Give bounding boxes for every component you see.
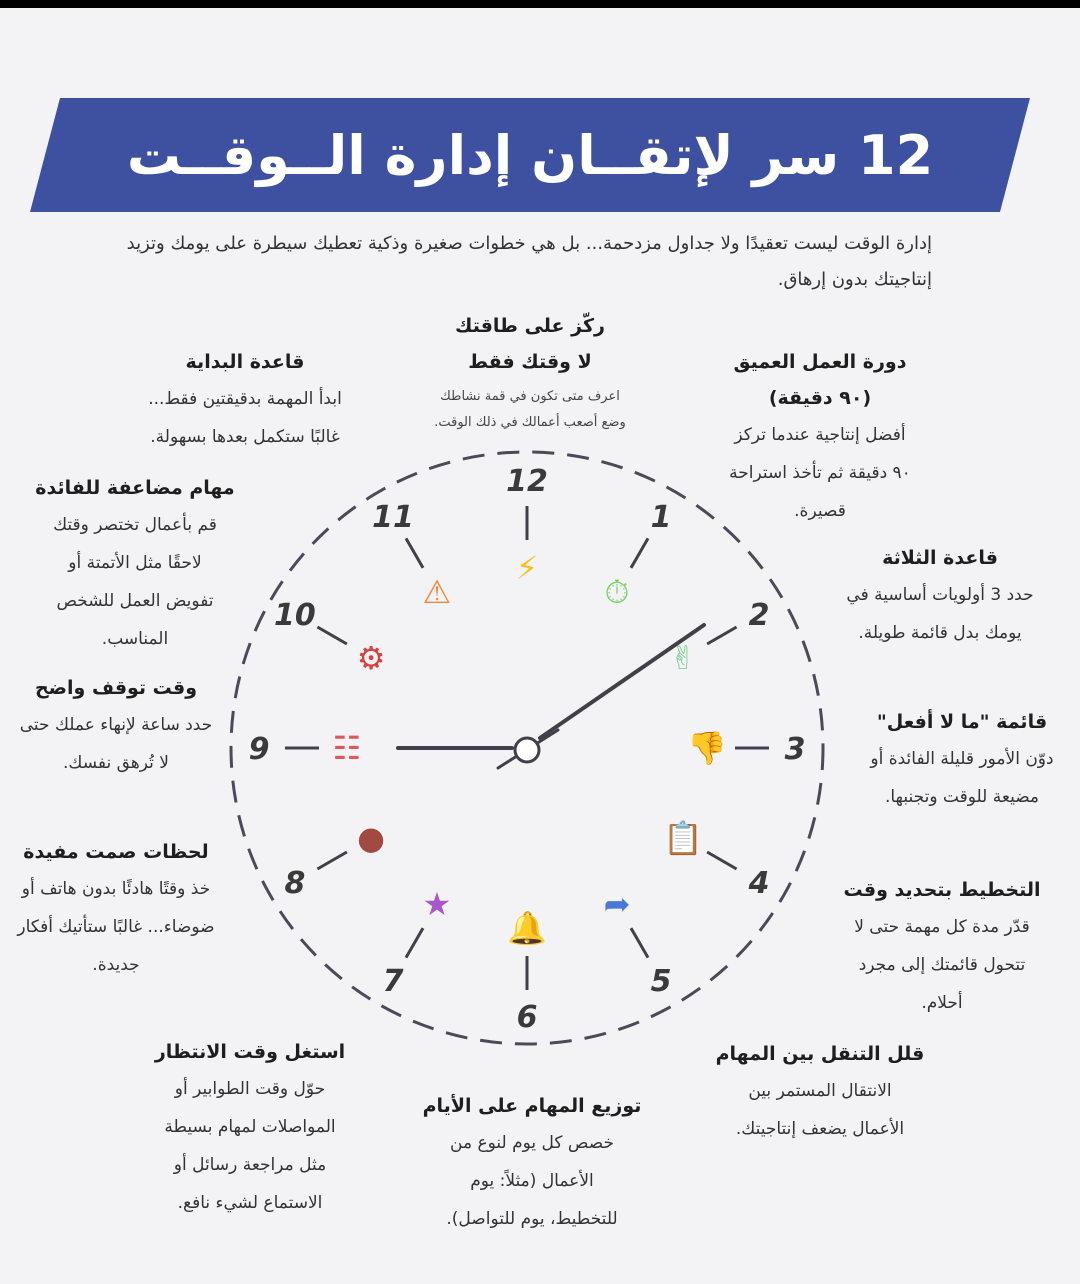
tip-1-title-2: (٩٠ دقيقة) [768, 387, 872, 409]
tip-12 [395, 308, 665, 436]
tip-3-line-1: دوّن الأمور قليلة الفائدة أو [870, 749, 1054, 769]
tip-11 [120, 344, 370, 456]
tip-9-line-2: لا تُرهق نفسك. [63, 753, 169, 773]
brain-icon: ● [357, 819, 386, 857]
tip-4-line-2: تتحول قائمتك إلى مجرد [858, 955, 1026, 975]
tip-8 [0, 834, 232, 984]
tip-12-title-2: لا وقتك فقط [468, 351, 592, 373]
clock-number-10: 10 [274, 598, 316, 633]
tip-6-line-1: خصص كل يوم لنوع من [450, 1133, 614, 1153]
clock-number-7: 7 [382, 964, 404, 1000]
clock-number-3: 3 [784, 732, 806, 767]
tip-1-line-3: قصيرة. [794, 501, 846, 521]
tip-9 [0, 670, 232, 782]
tip-4-line-3: أحلام. [921, 993, 963, 1013]
tip-7-line-1: حوّل وقت الطوابير أو [174, 1079, 326, 1099]
lightning-icon: ⚡ [515, 549, 539, 587]
tip-5-line-1: الانتقال المستمر بين [748, 1081, 892, 1101]
clock-tick-5 [631, 928, 648, 957]
tip-6 [412, 1088, 652, 1238]
clock-number-9: 9 [248, 732, 270, 767]
gear-icon: ⚙ [356, 639, 386, 677]
warning-icon: ⚠ [422, 573, 452, 612]
tip-9-line-1: حدد ساعة لإنهاء عملك حتى [19, 715, 213, 735]
tip-3-line-2: مضيعة للوقت وتجنبها. [884, 787, 1040, 807]
tip-10-line-1: قم بأعمال تختصر وقتك [53, 515, 217, 535]
tip-12-line-2: وضع أصعب أعمالك في ذلك الوقت. [434, 415, 626, 430]
tip-10-line-4: المناسب. [101, 629, 169, 649]
timer-icon: ⏱ [604, 573, 630, 612]
clock-number-12: 12 [506, 464, 548, 499]
clock-number-1: 1 [650, 499, 672, 535]
clock-number-6: 6 [516, 1000, 538, 1035]
tip-2 [820, 540, 1060, 652]
clock-tick-2 [707, 627, 736, 644]
clipboard-check-icon: 📋 [662, 819, 703, 857]
tip-1-line-1: أفضل إنتاجية عندما تركز [734, 425, 906, 445]
clock-tick-4 [707, 852, 736, 869]
tip-5 [700, 1036, 940, 1148]
tip-11-line-2: غالبًا ستكمل بعدها بسهولة. [150, 427, 340, 447]
tip-11-title: قاعدة البداية [185, 351, 305, 373]
tip-10-line-2: لاحقًا مثل الأتمتة أو [68, 553, 202, 573]
tip-11-line-1: ابدأ المهمة بدقيقتين فقط... [148, 389, 342, 409]
tip-6-line-2: الأعمال (مثلاً: يوم [470, 1171, 594, 1191]
clock-tick-10 [317, 627, 346, 644]
share-arrow-icon: ➦ [603, 884, 631, 923]
tip-1-title-1: دورة العمل العميق [733, 351, 907, 373]
tip-5-title: قلل التنقل بين المهام [715, 1043, 925, 1065]
tip-5-line-2: الأعمال يضعف إنتاجيتك. [735, 1119, 905, 1139]
tip-9-title: وقت توقف واضح [34, 677, 198, 699]
tip-8-title: لحظات صمت مفيدة [23, 841, 209, 863]
thumbs-down-icon: 👎 [687, 729, 727, 767]
tip-10-line-3: تفويض العمل للشخص [56, 591, 214, 611]
barrier-icon: ☷ [332, 729, 362, 767]
clock-center [515, 738, 539, 762]
tip-1 [700, 344, 940, 530]
tip-10-title: مهام مضاعفة للفائدة [35, 477, 235, 499]
tip-3 [848, 704, 1076, 816]
tip-4-line-1: قدّر مدة كل مهمة حتى لا [854, 917, 1030, 937]
tip-7 [130, 1034, 370, 1222]
tip-12-title-1: ركّز على طاقتك [455, 315, 605, 337]
clock-tick-1 [631, 538, 648, 567]
tip-6-title: توزيع المهام على الأيام [422, 1095, 642, 1117]
clock-tick-8 [317, 852, 346, 869]
clock-tick-11 [406, 538, 423, 567]
tip-7-line-4: الاستماع لشيء نافع. [177, 1193, 323, 1213]
tip-6-line-3: للتخطيط، يوم للتواصل). [446, 1209, 618, 1229]
tip-7-line-2: المواصلات لمهام بسيطة [164, 1117, 336, 1137]
tip-7-line-3: مثل مراجعة رسائل أو [173, 1155, 327, 1175]
clock-number-5: 5 [650, 964, 672, 1000]
tip-8-line-2: ضوضاء... غالبًا ستأتيك أفكار [17, 917, 215, 937]
tip-7-title: استغل وقت الانتظار [154, 1041, 346, 1063]
tip-4-title: التخطيط بتحديد وقت [843, 879, 1041, 901]
page-title: 12 سر لإتقــان إدارة الــوقــت [126, 123, 934, 187]
clock-number-2: 2 [748, 598, 770, 633]
clock-number-8: 8 [284, 866, 306, 901]
clock-tick-7 [406, 928, 423, 957]
tip-2-line-2: يومك بدل قائمة طويلة. [858, 623, 1022, 643]
tip-2-title: قاعدة الثلاثة [882, 547, 998, 569]
tip-4 [832, 872, 1052, 1022]
star-icon: ★ [422, 884, 452, 923]
intro-text: إدارة الوقت ليست تعقيدًا ولا جداول مزدحمة... بل هي خطوات صغيرة وذكية تعطيك سيطرة على يومك وتزيد إنتاجيتك بدون إرهاق. [126, 233, 932, 290]
bell-icon: 🔔 [507, 909, 547, 947]
tip-2-line-1: حدد 3 أولويات أساسية في [846, 585, 1034, 605]
tip-8-line-1: خذ وقتًا هادئًا بدون هاتف أو [21, 879, 211, 899]
tip-8-line-3: جديدة. [92, 955, 140, 975]
clock-number-11: 11 [372, 499, 414, 535]
tip-1-line-2: ٩٠ دقيقة ثم تأخذ استراحة [729, 463, 911, 483]
three-fingers-icon: ✌ [669, 639, 697, 677]
tip-10 [20, 470, 250, 658]
clock-number-4: 4 [748, 866, 770, 901]
tip-12-line-1: اعرف متى تكون في قمة نشاطك [440, 389, 620, 404]
tip-3-title: قائمة "ما لا أفعل" [876, 711, 1048, 733]
